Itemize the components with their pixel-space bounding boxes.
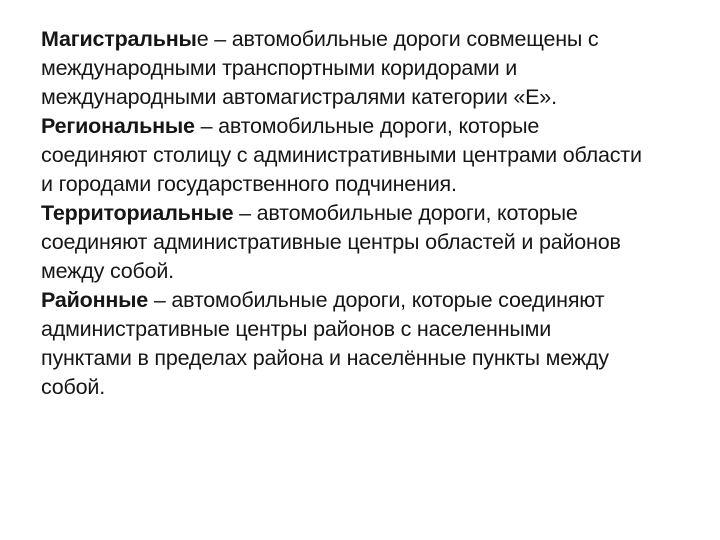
text-line bbox=[41, 257, 689, 286]
definitions-text-block bbox=[41, 25, 689, 402]
text-line bbox=[41, 199, 689, 228]
text-line-content: е – автомобильные дороги совмещены с bbox=[196, 27, 599, 51]
text-line bbox=[41, 228, 689, 257]
text-line bbox=[41, 54, 689, 83]
text-line-content: административные центры районов с населенными bbox=[41, 317, 552, 341]
text-line-content: собой. bbox=[41, 375, 106, 399]
text-line bbox=[41, 315, 689, 344]
text-line-content: и городами государственного подчинения. bbox=[41, 172, 457, 196]
text-line-content: международными автомагистралями категории «Е». bbox=[41, 85, 557, 109]
text-line-content: пунктами в пределах района и населённые пункты между bbox=[41, 346, 609, 370]
text-line-content: между собой. bbox=[41, 259, 174, 283]
text-line bbox=[41, 25, 689, 54]
term-regionalnye: Региональные bbox=[41, 114, 195, 138]
text-line-content: соединяют столицу с административными центрами области bbox=[41, 143, 642, 167]
text-line-content: – автомобильные дороги, которые bbox=[233, 201, 578, 225]
text-line bbox=[41, 286, 689, 315]
text-line bbox=[41, 170, 689, 199]
term-territorialnye: Территориальные bbox=[41, 201, 234, 225]
text-line bbox=[41, 83, 689, 112]
text-line-content: – автомобильные дороги, которые bbox=[194, 114, 540, 138]
term-rayonnye: Районные bbox=[41, 288, 149, 312]
text-line bbox=[41, 112, 689, 141]
text-line bbox=[41, 141, 689, 170]
text-line-content: – автомобильные дороги, которые соединяют bbox=[148, 288, 605, 312]
text-line-content: соединяют административные центры областей и районов bbox=[41, 230, 621, 254]
text-line-content: международными транспортными коридорами и bbox=[41, 56, 518, 80]
text-line bbox=[41, 344, 689, 373]
text-line bbox=[41, 373, 689, 402]
term-magistralnye: Магистральны bbox=[41, 27, 197, 51]
